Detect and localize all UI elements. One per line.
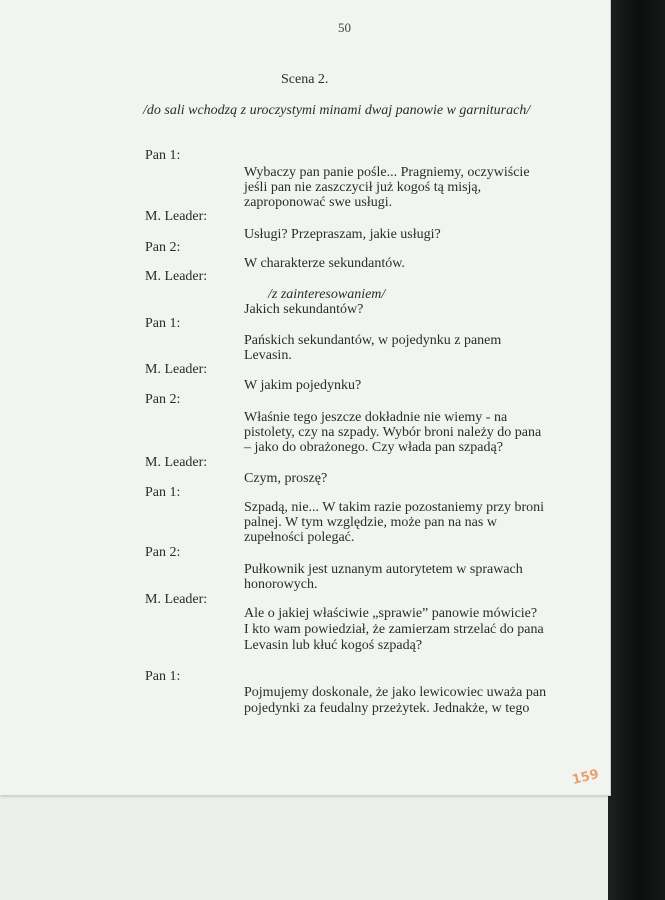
speaker-label: Pan 2: (145, 240, 181, 255)
speaker-label: Pan 1: (145, 485, 181, 500)
speaker-label: Pan 1: (145, 148, 181, 163)
dialogue-line: Jakich sekundantów? (244, 302, 364, 317)
speaker-label: Pan 2: (145, 392, 181, 407)
speaker-label: M. Leader: (145, 592, 208, 607)
dialogue-line: W charakterze sekundantów. (244, 256, 405, 271)
handwritten-folio-number: 159 (570, 766, 601, 789)
dialogue-line: Ale o jakiej właściwie „sprawie” panowie mówicie? (244, 606, 538, 621)
speaker-label: Pan 2: (145, 545, 181, 560)
dialogue-line: W jakim pojedynku? (244, 378, 362, 393)
dialogue-line: Szpadą, nie... W takim razie pozostaniemy przy broni (244, 500, 545, 515)
speaker-label: Pan 1: (145, 316, 181, 331)
dialogue-line: I kto wam powiedział, że zamierzam strzelać do pana (244, 622, 544, 637)
dialogue-line: Levasin. (244, 348, 292, 363)
dialogue-line: zupełności polegać. (244, 530, 355, 545)
dialogue-line: pojedynki za feudalny przeżytek. Jednakże, w tego (244, 701, 530, 716)
dialogue-line: Levasin lub kłuć kogoś szpadą? (244, 638, 423, 653)
page-number: 50 (338, 20, 351, 35)
stage-direction: /do sali wchodzą z uroczystymi minami dwaj panowie w garniturach/ (143, 103, 531, 118)
dialogue-line: honorowych. (244, 577, 318, 592)
scene-title: Scena 2. (281, 72, 329, 87)
dialogue-line: Usługi? Przepraszam, jakie usługi? (244, 227, 441, 242)
dialogue-line: jeśli pan nie zaszczycił już kogoś tą misją, (244, 180, 482, 195)
speaker-label: M. Leader: (145, 209, 208, 224)
dialogue-line: Wybaczy pan panie pośle... Pragniemy, oczywiście (244, 165, 530, 180)
speaker-label: M. Leader: (145, 362, 208, 377)
scan-dark-edge (608, 0, 665, 900)
stage-direction: /z zainteresowaniem/ (268, 287, 386, 302)
dialogue-line: Czym, proszę? (244, 471, 328, 486)
dialogue-line: palnej. W tym względzie, może pan na nas w (244, 515, 497, 530)
dialogue-line: Pańskich sekundantów, w pojedynku z panem (244, 333, 502, 348)
speaker-label: M. Leader: (145, 269, 208, 284)
dialogue-line: Pojmujemy doskonale, że jako lewicowiec uważa pan (244, 685, 547, 700)
dialogue-line: Właśnie tego jeszcze dokładnie nie wiemy - na (244, 410, 508, 425)
dialogue-line: Pułkownik jest uznanym autorytetem w sprawach (244, 562, 523, 577)
speaker-label: Pan 1: (145, 669, 181, 684)
dialogue-line: pistolety, czy na szpady. Wybór broni należy do pana (244, 425, 542, 440)
dialogue-line: zaproponować swe usługi. (244, 195, 393, 210)
speaker-label: M. Leader: (145, 455, 208, 470)
dialogue-line: – jako do obrażonego. Czy włada pan szpadą? (244, 440, 503, 455)
